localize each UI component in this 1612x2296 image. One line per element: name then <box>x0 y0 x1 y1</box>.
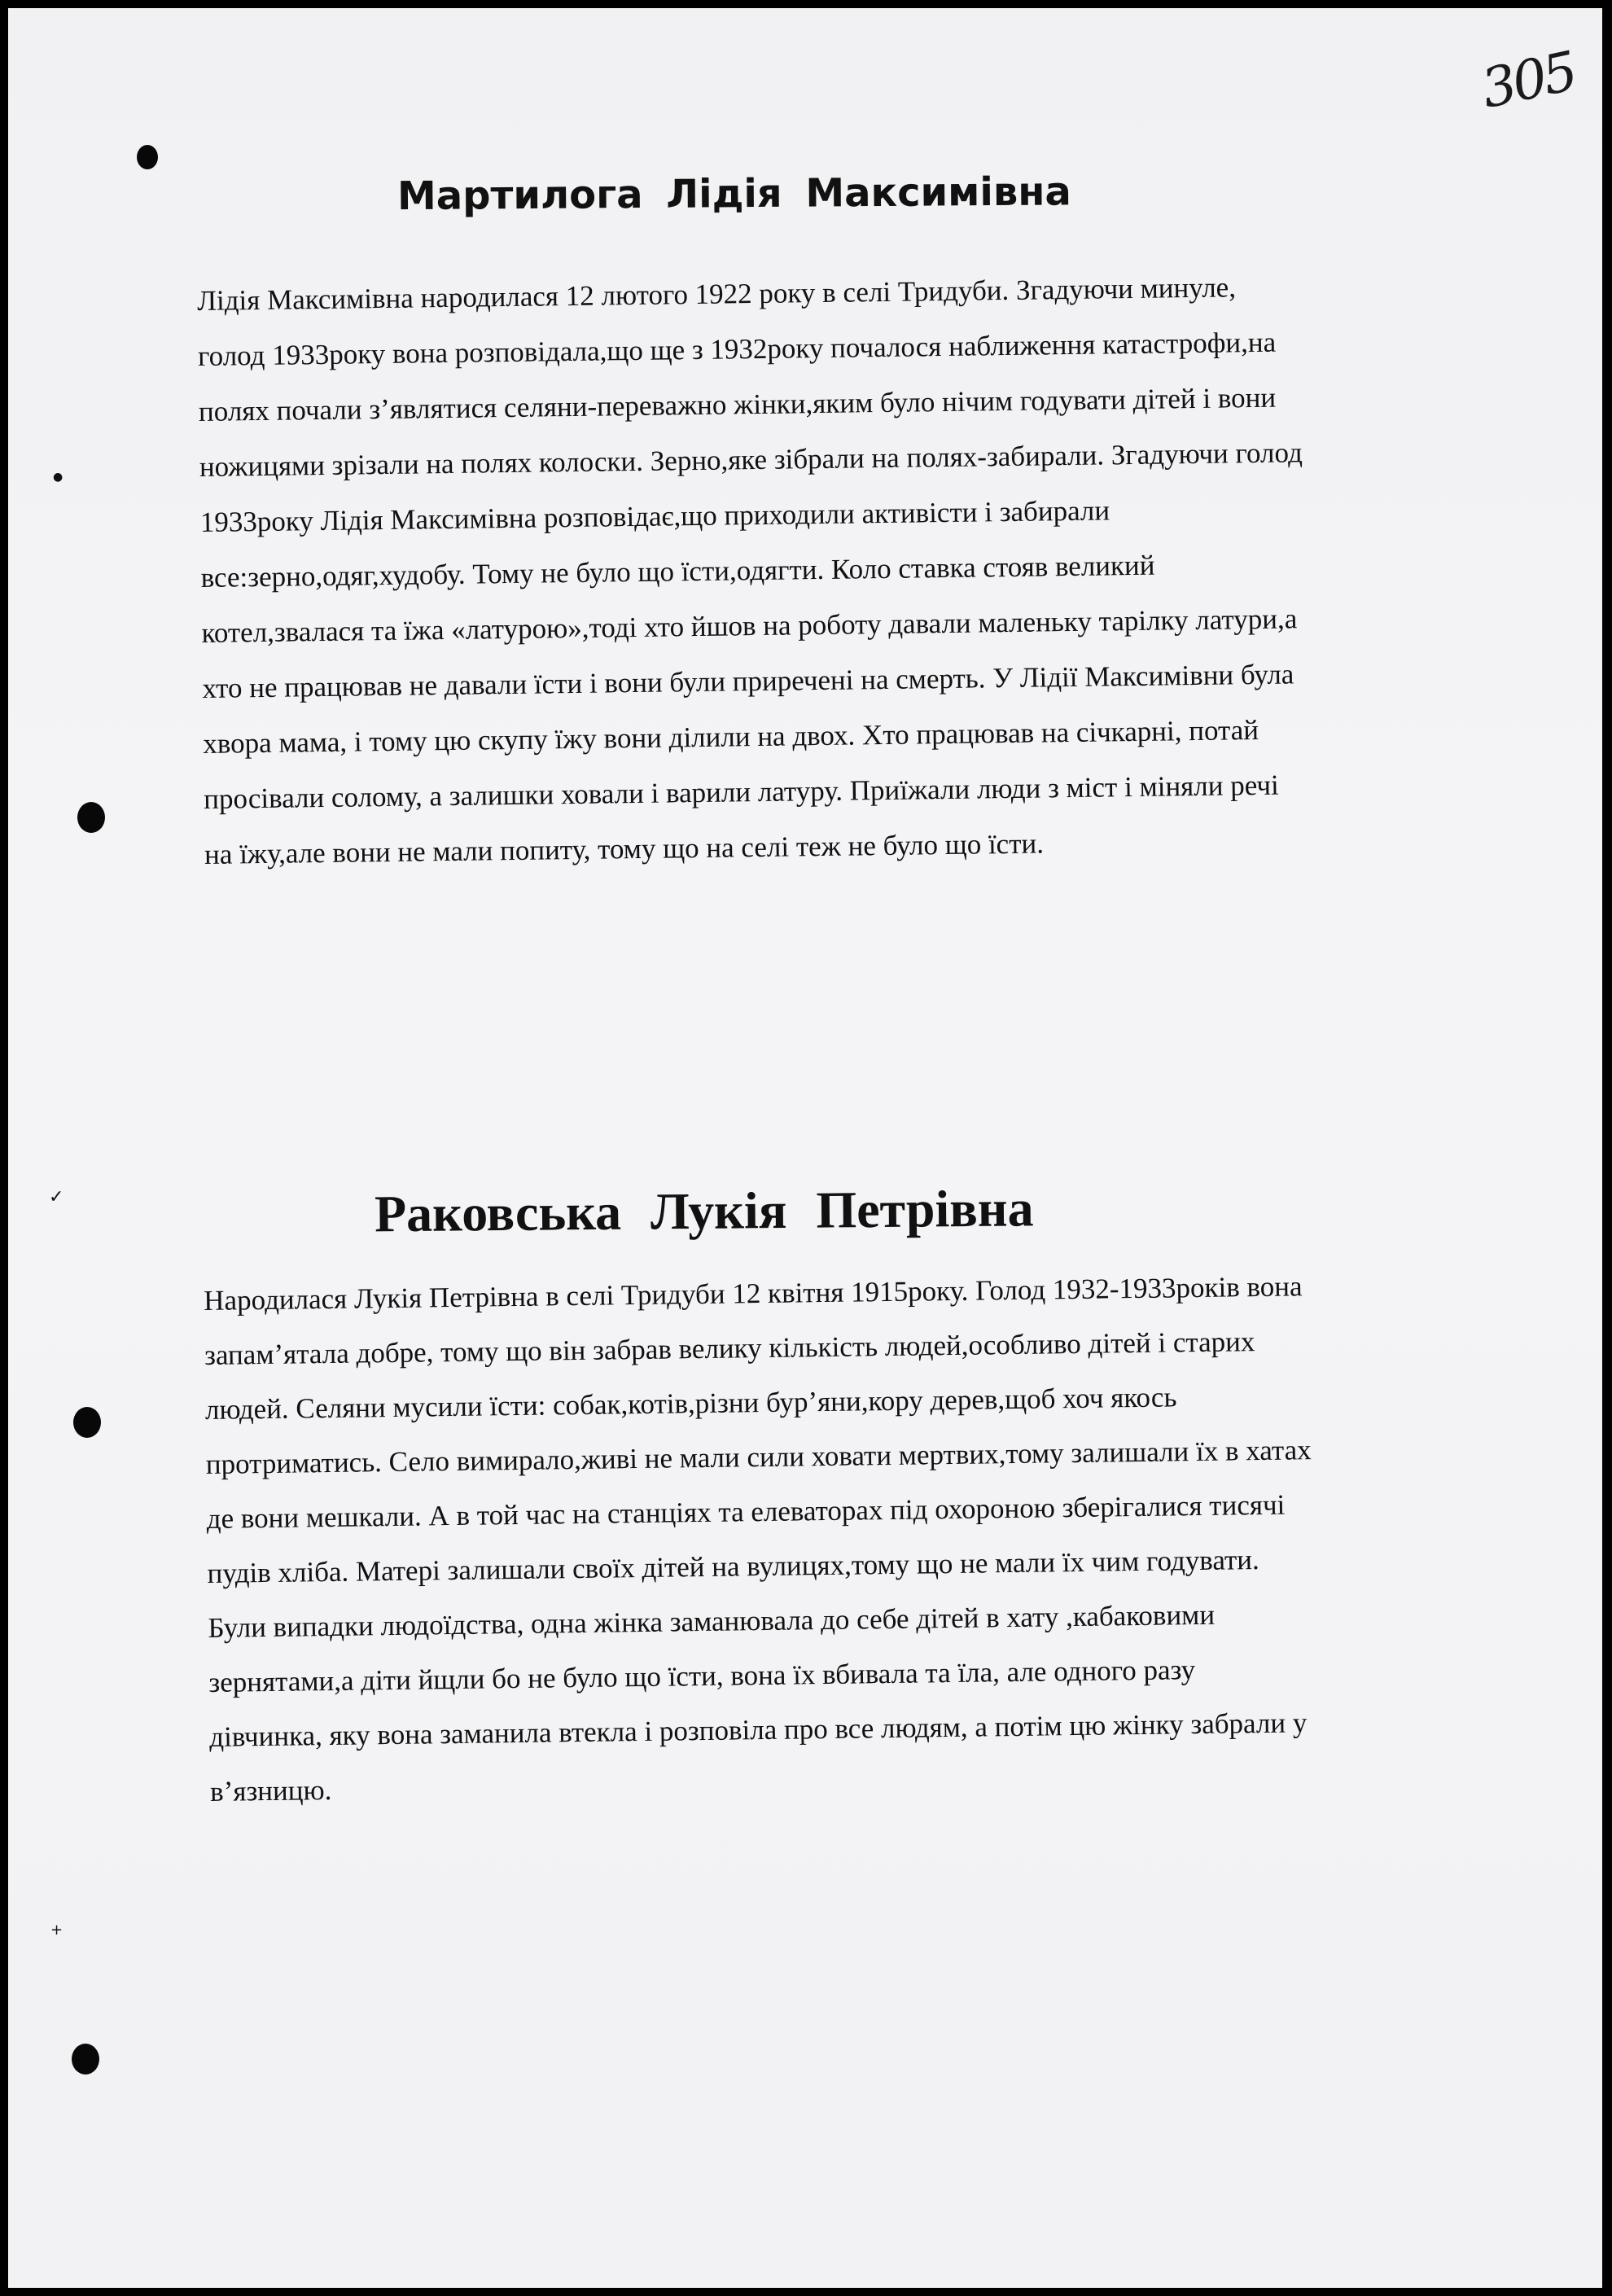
margin-mark: ● <box>53 471 64 484</box>
text-line: голод 1933року вона розповідала,що ще з 1932року почалося наближення катастрофи,на <box>197 326 1277 372</box>
text-line: все:зерно,одяг,худобу. Тому не було що їсти,одягти. Коло ставка стояв великий <box>200 549 1155 594</box>
text-line: людей. Селяни мусили їсти: собак,котів,різни бур’яни,кору дерев,щоб хоч якось <box>204 1381 1177 1426</box>
text-line: Були випадки людоїдства, одна жінка заманювала до себе дітей в хату ,кабаковими <box>208 1598 1216 1644</box>
section-title: Мартилога Лідія Максимівна <box>396 169 1071 220</box>
text-line: пудів хліба. Матері залишали своїх дітей на вулицях,тому що не мали їх чим годувати. <box>207 1544 1259 1589</box>
section-title: Раковська Лукія Петрівна <box>374 1179 1034 1243</box>
text-line: зернятами,а діти йщли бо не було що їсти, вона їх вбивала та їла, але одного разу <box>208 1654 1196 1698</box>
text-line: дівчинка, яку вона заманила втекла і розповіла про все людям, а потім цю жінку забрали у <box>209 1707 1308 1753</box>
punch-hole <box>72 2044 99 2075</box>
margin-mark: + <box>50 1921 64 1939</box>
text-line: Народилася Лукія Петрівна в селі Тридуби 12 квітня 1915року. Голод 1932-1933років вона <box>204 1270 1303 1317</box>
document-page <box>8 8 1602 2288</box>
text-line: де вони мешкали. А в той час на станціях та елеваторах під охороною зберігалися тисячі <box>206 1488 1286 1535</box>
punch-hole <box>137 145 158 169</box>
page-number: 305 <box>1476 39 1580 121</box>
text-line: запам’ятала добре, тому що він забрав велику кількість людей,особливо дітей і старих <box>204 1325 1255 1371</box>
text-line: хто не працював не давали їсти і вони були приречені на смерть. У Лідії Максимівни була <box>202 658 1294 704</box>
checkmark-icon: ✓ <box>49 1187 64 1207</box>
text-line: ножицями зрізали на полях колоски. Зерно,яке зібрали на полях-забирали. Згадуючи голод <box>199 436 1303 483</box>
section-body <box>204 1270 1316 1830</box>
text-line: Лідія Максимівна народилася 12 лютого 1922 року в селі Тридуби. Згадуючи минуле, <box>197 271 1237 317</box>
section-body <box>197 270 1308 894</box>
text-line: котел,звалася та їжа «латурою»,тоді хто йшов на роботу давали маленьку тарілку латури,а <box>201 602 1298 649</box>
text-line: полях почали з’являтися селяни-переважно жінки,яким було нічим годувати дітей і вони <box>198 381 1277 427</box>
text-line: в’язницю. <box>209 1773 332 1807</box>
text-line: 1933року Лідія Максимівна розповідає,що приходили активісти і забирали <box>199 494 1110 538</box>
punch-hole <box>77 802 105 833</box>
text-line: на їжу,але вони не мали попиту, тому що на селі теж не було що їсти. <box>204 827 1045 870</box>
text-line: просівали солому, а залишки ховали і варили латуру. Приїжали люди з міст і міняли речі <box>204 769 1279 815</box>
punch-hole <box>73 1407 101 1438</box>
text-line: хвора мама, і тому цю скупу їжу вони ділили на двох. Хто працював на січкарні, потай <box>203 713 1259 760</box>
text-line: протриматись. Село вимирало,живі не мали сили ховати мертвих,тому залишали їх в хатах <box>205 1434 1312 1480</box>
